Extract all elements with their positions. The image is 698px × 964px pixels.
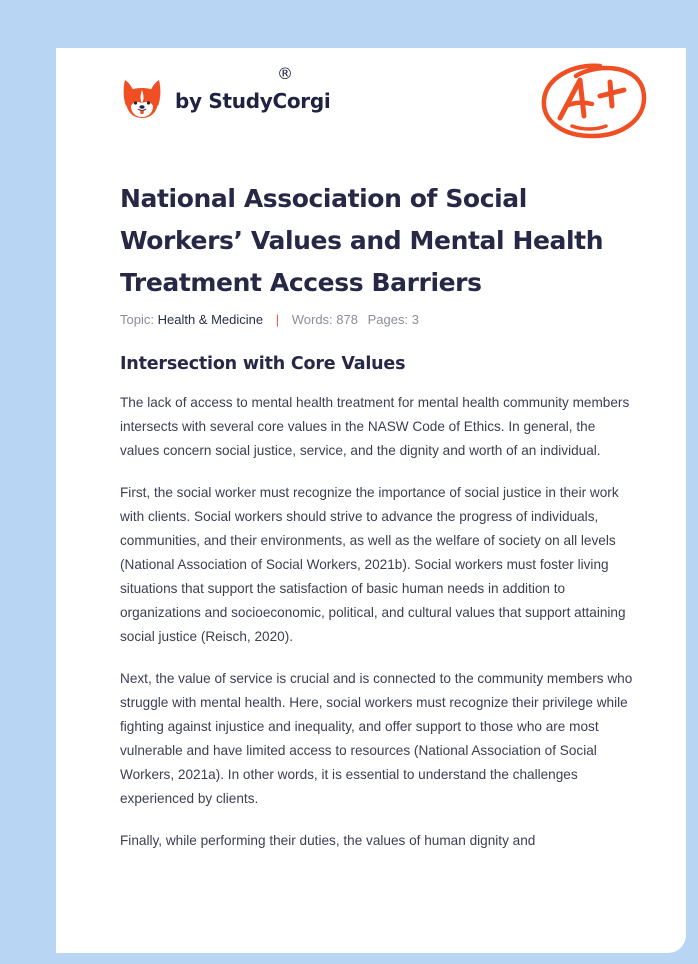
document-title: National Association of Social Workers’ Values and Mental Health Treatment Access Barriers (120, 184, 604, 297)
section-heading: Intersection with Core Values (120, 354, 406, 374)
meta-separator: | (275, 312, 280, 327)
pages-label: Pages: (367, 312, 409, 327)
document-meta (120, 312, 419, 327)
document-body (120, 391, 634, 871)
brand-name: by StudyCorgi (175, 89, 331, 113)
topic-label: Topic: (120, 312, 154, 327)
a-plus-grade-icon (540, 60, 648, 140)
words-label: Words: (291, 312, 333, 327)
words-count: 878 (336, 312, 358, 327)
paragraph: First, the social worker must recognize the importance of social justice in their work with clients. Social workers should strive to advance the progress of individuals, communities, and their environments, as well as the welfare of society on all levels (National Association of Social Workers, 2021b). Social workers must foster living situations that support the satisfaction of basic human needs in addition to organizations and socioeconomic, political, and cultural values that support attaining social justice (Reisch, 2020). (120, 485, 626, 644)
pages-count: 3 (411, 312, 419, 327)
paragraph: Next, the value of service is crucial and is connected to the community members who struggle with mental health. Here, social workers must recognize their privilege while fighting against injustice and inequality, and offer support to those who are most vulnerable and have limited access to resources (National Association of Social Workers, 2021a). In other words, it is essential to understand the challenges experienced by clients. (120, 671, 633, 806)
topic-link[interactable]: Health & Medicine (157, 312, 264, 327)
brand-header[interactable] (122, 76, 330, 120)
document-card (56, 48, 686, 953)
paragraph: Finally, while performing their duties, the values of human dignity and (120, 833, 536, 848)
corgi-logo-icon (122, 76, 162, 120)
paragraph: The lack of access to mental health treatment for mental health community members intersects with several core values in the NASW Code of Ethics. In general, the values concern social justice, service, and the dignity and worth of an individual. (120, 395, 630, 458)
registered-mark: ® (277, 64, 293, 83)
